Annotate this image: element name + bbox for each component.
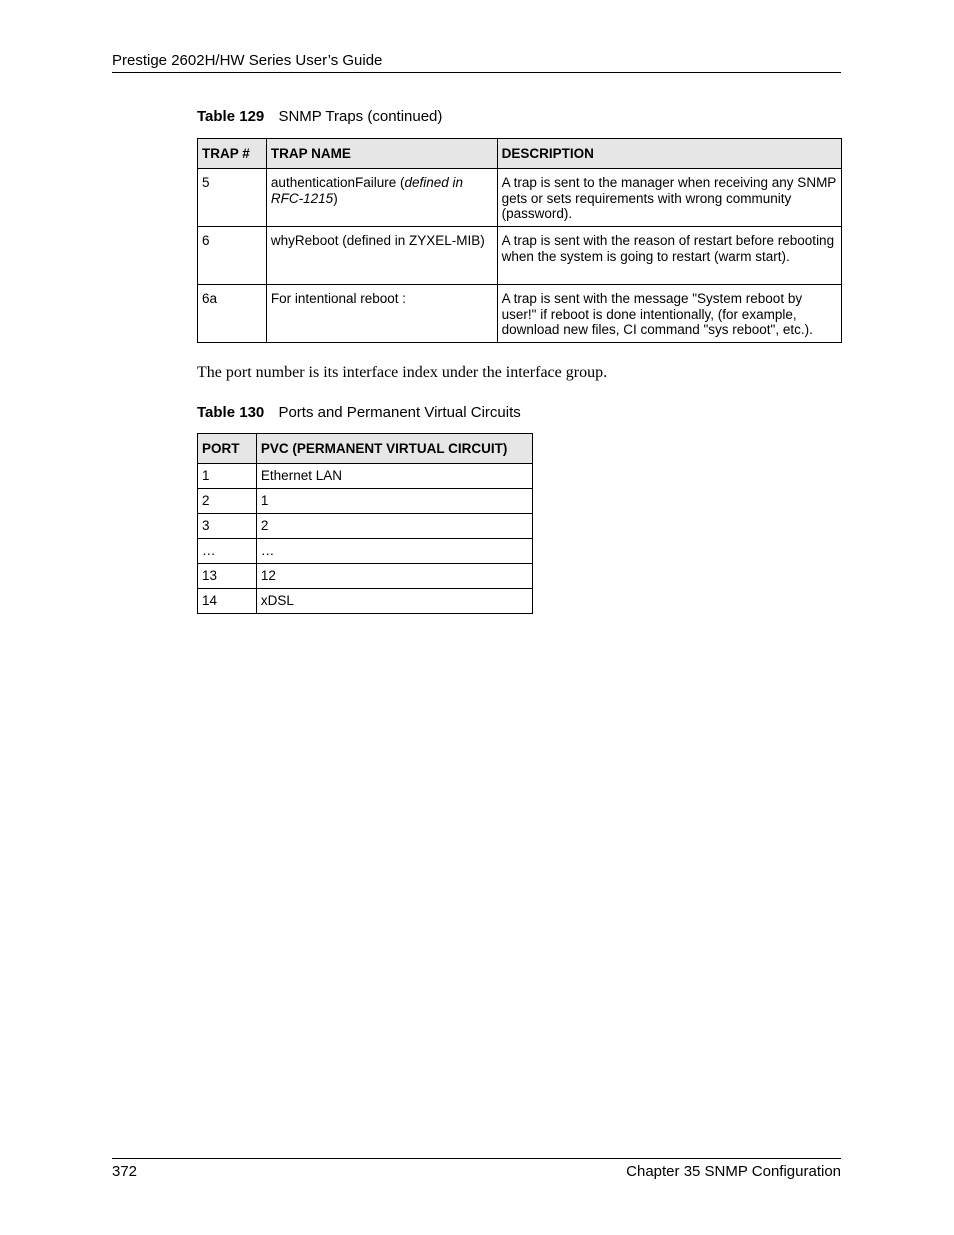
trap-number: 6a: [198, 285, 267, 343]
column-header-port: PORT: [198, 434, 257, 464]
table-row: [198, 489, 533, 514]
port-cell: …: [198, 539, 257, 564]
table-129-label: Table 129: [197, 108, 265, 125]
table-130-title: Ports and Permanent Virtual Circuits: [278, 404, 521, 421]
pvc-cell: 12: [256, 564, 532, 589]
table-129-title: SNMP Traps (continued): [278, 108, 443, 125]
trap-number: 5: [198, 169, 267, 227]
port-cell: 1: [198, 464, 257, 489]
chapter-title: Chapter 35 SNMP Configuration: [626, 1163, 841, 1180]
pvc-cell: 1: [256, 489, 532, 514]
port-cell: 13: [198, 564, 257, 589]
column-header-trap-number: TRAP #: [198, 139, 267, 169]
trap-number: 6: [198, 227, 267, 285]
pvc-cell: Ethernet LAN: [256, 464, 532, 489]
table-row: [198, 539, 533, 564]
port-cell: 3: [198, 514, 257, 539]
column-header-description: DESCRIPTION: [497, 139, 841, 169]
page-number: 372: [112, 1163, 138, 1180]
pvc-cell: xDSL: [256, 589, 532, 614]
pvc-cell: …: [256, 539, 532, 564]
trap-name-end: ): [333, 190, 338, 206]
table-row: [198, 464, 533, 489]
table-header-row: [198, 434, 533, 464]
page-footer: [112, 1158, 841, 1183]
ports-pvc-table: [197, 433, 533, 614]
table-row: [198, 564, 533, 589]
port-cell: 2: [198, 489, 257, 514]
page-header: [112, 52, 841, 73]
column-header-trap-name: TRAP NAME: [266, 139, 497, 169]
trap-description: A trap is sent with the message "System reboot by user!" if reboot is done intentionally, (for example, download new files, CI command "sys reboot", etc.).: [497, 285, 841, 343]
table-row: [198, 589, 533, 614]
pvc-cell: 2: [256, 514, 532, 539]
table-row: [198, 514, 533, 539]
snmp-traps-table: [197, 138, 842, 343]
trap-description: A trap is sent to the manager when receiving any SNMP gets or sets requirements with wrong community (password).: [497, 169, 841, 227]
table-header-row: [198, 139, 842, 169]
header-title: Prestige 2602H/HW Series User’s Guide: [112, 52, 383, 69]
trap-name: [266, 169, 497, 227]
trap-description: A trap is sent with the reason of restart before rebooting when the system is going to restart (warm start).: [497, 227, 841, 285]
table-129-caption: [197, 108, 442, 125]
table-130-caption: [197, 404, 521, 421]
body-paragraph: The port number is its interface index under the interface group.: [197, 364, 608, 381]
trap-name: whyReboot (defined in ZYXEL-MIB): [266, 227, 497, 285]
trap-name: For intentional reboot :: [266, 285, 497, 343]
trap-name-text: authenticationFailure (: [270, 175, 405, 190]
table-row: [198, 227, 842, 285]
table-row: [198, 285, 842, 343]
port-cell: 14: [198, 589, 257, 614]
trap-name-reference: defined in RFC-1215: [270, 175, 464, 206]
table-row: [198, 169, 842, 227]
column-header-pvc: PVC (PERMANENT VIRTUAL CIRCUIT): [256, 434, 532, 464]
table-130-label: Table 130: [197, 404, 265, 421]
